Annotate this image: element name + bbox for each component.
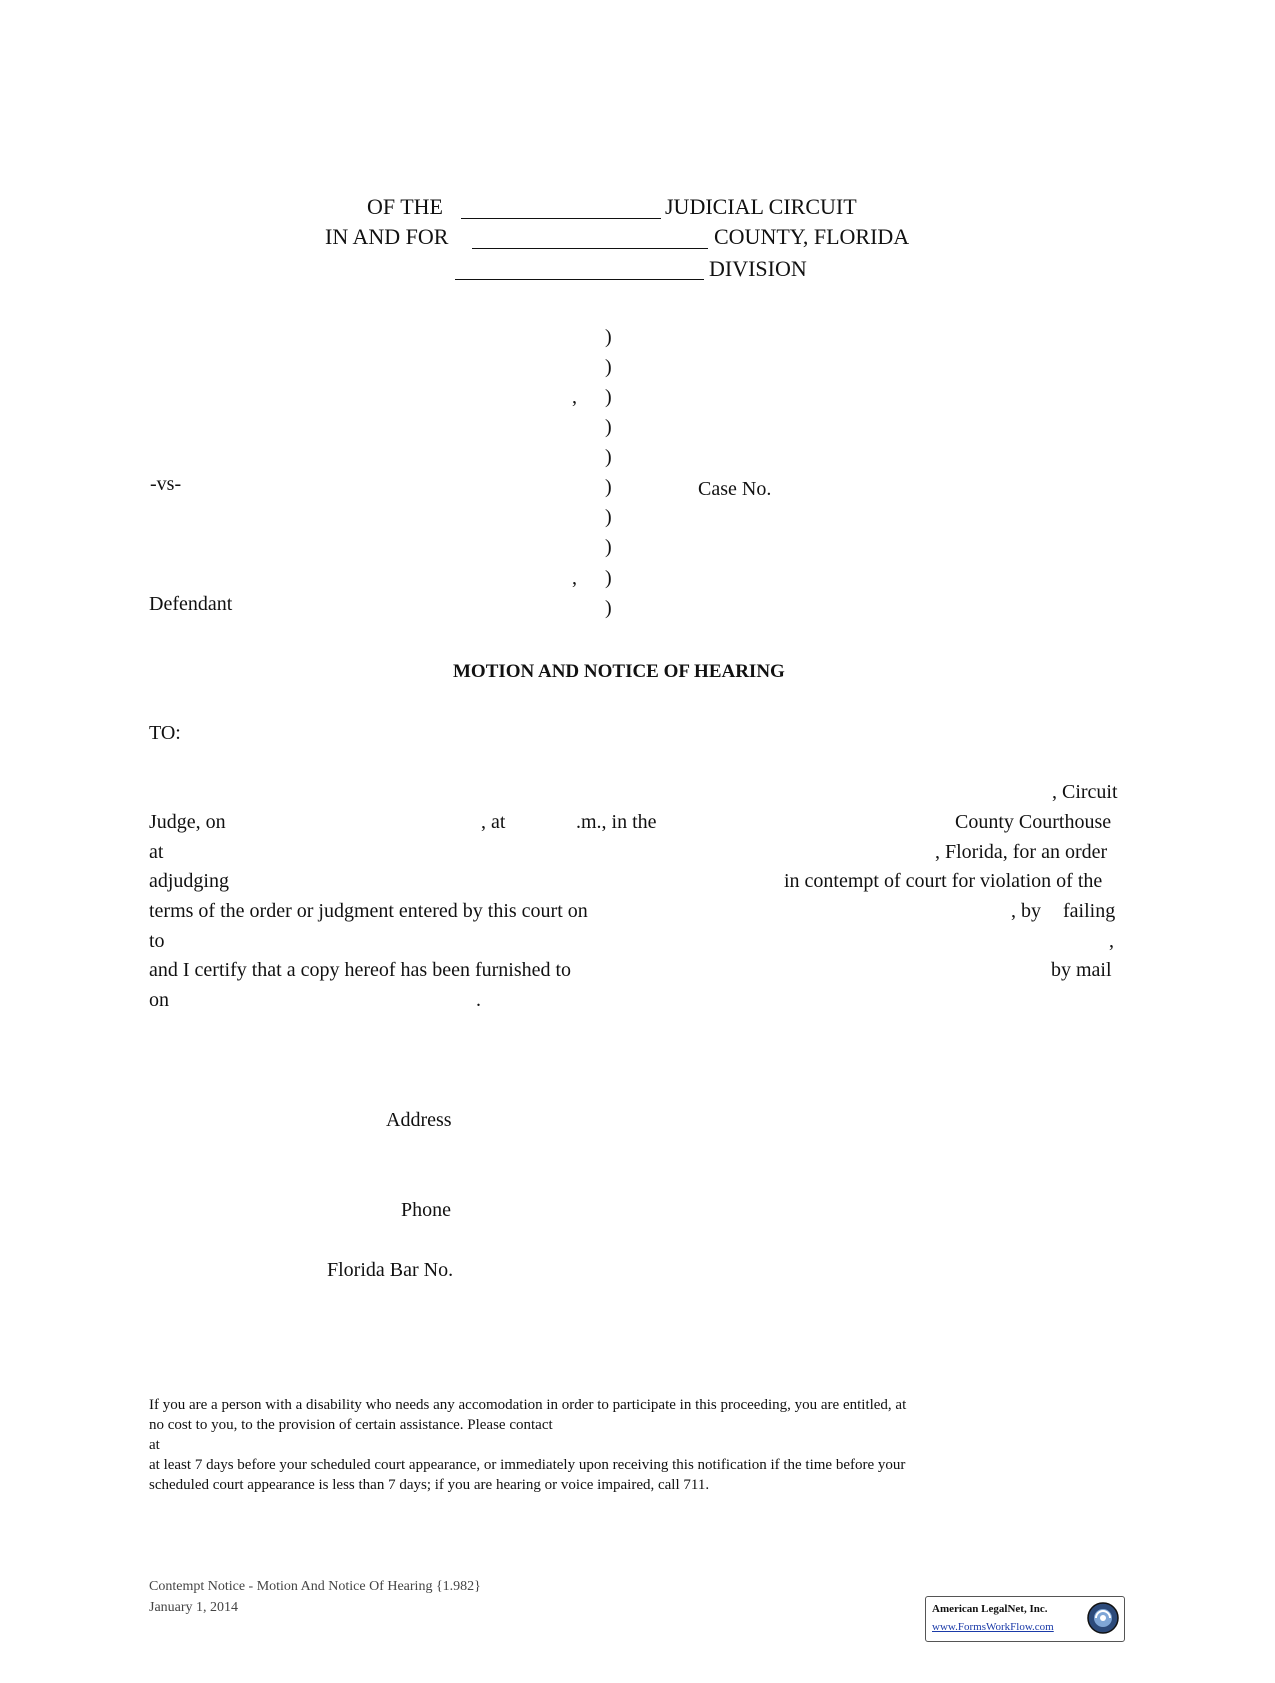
document-title: MOTION AND NOTICE OF HEARING	[453, 661, 785, 682]
florida-order-text: , Florida, for an order	[935, 841, 1108, 863]
circuit-blank	[461, 218, 661, 219]
caption-paren: )	[605, 386, 612, 408]
at-line-text: at	[149, 841, 164, 863]
failing-text: failing	[1063, 900, 1116, 922]
on-text: on	[149, 989, 169, 1011]
certify-text: and I certify that a copy hereof has been furnished to	[149, 959, 572, 981]
florida-bar-label: Florida Bar No.	[327, 1259, 454, 1281]
m-in-the-text: .m., in the	[576, 811, 657, 833]
ada-notice-line: no cost to you, to the provision of certain assistance. Please contact	[149, 1417, 553, 1433]
county-courthouse-text: County Courthouse	[955, 811, 1112, 833]
caption-judicial-circuit: JUDICIAL CIRCUIT	[665, 194, 857, 219]
adjudging-text: adjudging	[149, 870, 229, 892]
caption-paren: )	[605, 476, 612, 498]
defendant-comma: ,	[572, 567, 577, 589]
address-label: Address	[386, 1109, 452, 1131]
caption-paren: )	[605, 356, 612, 378]
terms-text: terms of the order or judgment entered by this court on	[149, 900, 588, 922]
caption-paren: )	[605, 567, 612, 589]
caption-paren: )	[605, 536, 612, 558]
caption-paren: )	[605, 597, 612, 619]
caption-of-the: OF THE	[367, 194, 443, 219]
at-text: , at	[481, 811, 506, 833]
case-number-label: Case No.	[698, 478, 772, 500]
caption-in-and-for: IN AND FOR	[325, 224, 449, 249]
defendant-label: Defendant	[149, 593, 233, 615]
by-mail-text: by mail	[1051, 959, 1112, 981]
period-text: .	[476, 989, 481, 1011]
caption-paren: )	[605, 326, 612, 348]
by-text: , by	[1011, 900, 1041, 922]
logo-company-name: American LegalNet, Inc.	[932, 1603, 1048, 1615]
phone-label: Phone	[401, 1199, 451, 1221]
versus-label: -vs-	[150, 473, 182, 495]
footer-form-name: Contempt Notice - Motion And Notice Of Hearing {1.982}	[149, 1579, 481, 1594]
ada-notice-line: at	[149, 1437, 160, 1453]
logo-url-link[interactable]: www.FormsWorkFlow.com	[932, 1621, 1054, 1633]
caption-county-florida: COUNTY, FLORIDA	[714, 224, 910, 249]
comma-end-text: ,	[1109, 930, 1114, 952]
caption-paren: )	[605, 506, 612, 528]
judge-on-text: Judge, on	[149, 811, 226, 833]
caption-paren: )	[605, 416, 612, 438]
contempt-text: in contempt of court for violation of the	[784, 870, 1103, 892]
globe-icon	[1086, 1601, 1120, 1635]
county-blank	[472, 248, 708, 249]
american-legalnet-logo	[925, 1596, 1125, 1642]
ada-notice-line: at least 7 days before your scheduled court appearance, or immediately upon receiving this notification if the time before your	[149, 1457, 906, 1473]
to-text: to	[149, 930, 165, 952]
to-label: TO:	[149, 722, 181, 744]
ada-notice-line: scheduled court appearance is less than 7 days; if you are hearing or voice impaired, call 711.	[149, 1477, 710, 1493]
caption-division: DIVISION	[709, 256, 807, 281]
caption-paren: )	[605, 446, 612, 468]
ada-notice-line: If you are a person with a disability who needs any accomodation in order to participate in this proceeding, you are entitled, at	[149, 1397, 907, 1413]
circuit-text: , Circuit	[1052, 781, 1118, 803]
division-blank	[455, 279, 704, 280]
footer-date: January 1, 2014	[149, 1600, 239, 1615]
plaintiff-comma: ,	[572, 386, 577, 408]
